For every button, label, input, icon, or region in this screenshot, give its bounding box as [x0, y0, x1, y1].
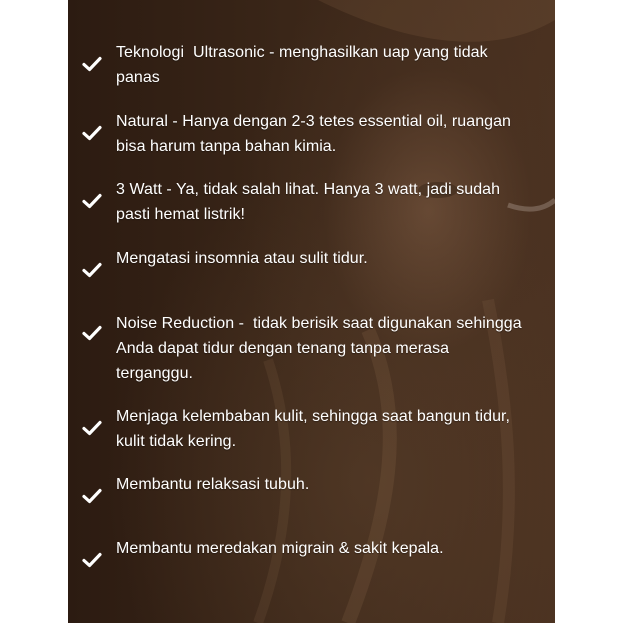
check-icon — [82, 262, 102, 278]
feature-text: Membantu relaksasi tubuh. — [116, 476, 310, 493]
feature-text: Teknologi Ultrasonic - menghasilkan uap yang tidak panas — [116, 44, 488, 86]
feature-text: Natural - Hanya dengan 2-3 tetes essential oil, ruangan bisa harum tanpa bahan kimia. — [116, 113, 511, 155]
check-icon — [82, 125, 102, 141]
check-icon — [82, 325, 102, 341]
feature-text: 3 Watt - Ya, tidak salah lihat. Hanya 3 watt, jadi sudah pasti hemat listrik! — [116, 181, 501, 223]
feature-text: Membantu meredakan migrain & sakit kepala. — [116, 540, 444, 557]
check-icon — [82, 552, 102, 568]
check-icon — [82, 193, 102, 209]
feature-text: Noise Reduction - tidak berisik saat digunakan sehingga Anda dapat tidur dengan tenang tanpa merasa terganggu. — [116, 315, 522, 382]
feature-panel — [68, 0, 555, 623]
check-icon — [82, 56, 102, 72]
check-icon — [82, 420, 102, 436]
check-icon — [82, 488, 102, 504]
feature-text: Menjaga kelembaban kulit, sehingga saat bangun tidur, kulit tidak kering. — [116, 408, 511, 450]
feature-text: Mengatasi insomnia atau sulit tidur. — [116, 250, 368, 267]
